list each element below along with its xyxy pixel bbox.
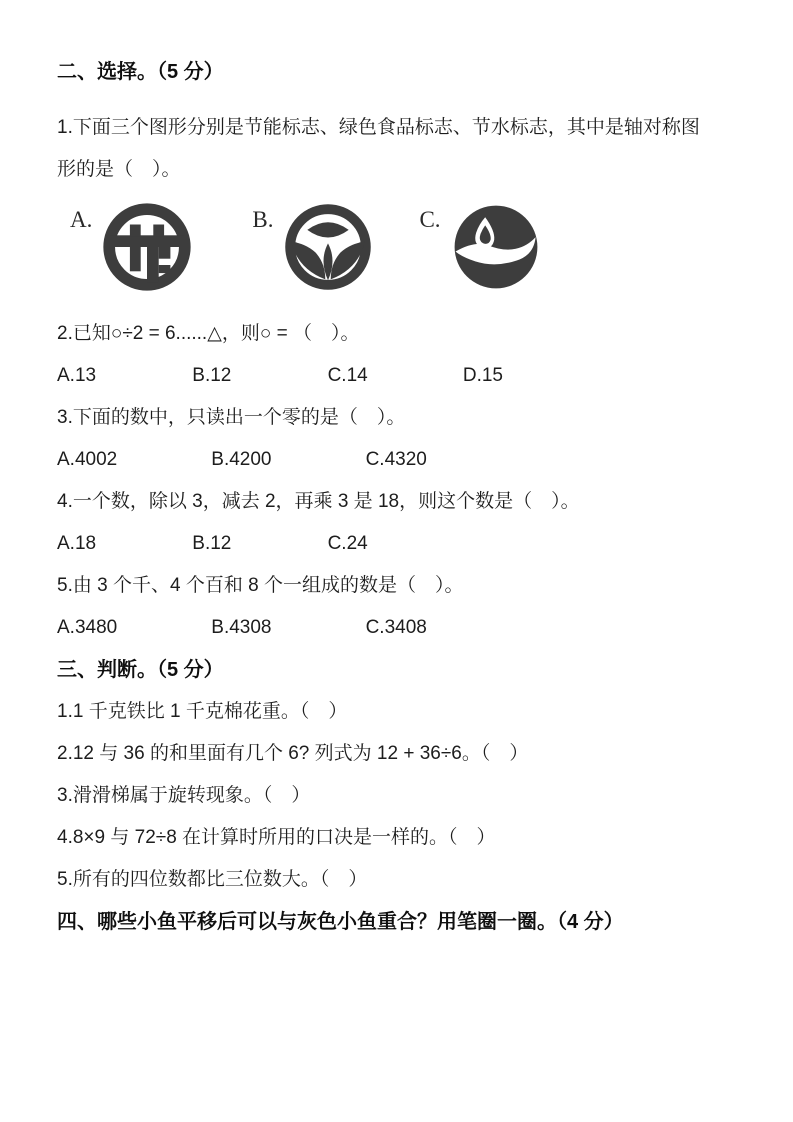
question-2: 2.已知○÷2 = 6......△，则○ = （ ）。 [57,323,360,344]
logo-option-a [70,200,192,294]
question-3: 3.下面的数中，只读出一个零的是（ ）。 [57,407,406,428]
option-d: D.15 [462,365,503,386]
water-saving-logo-icon [451,200,541,294]
logo-option-c [419,200,540,294]
logo-label-a: A. [70,207,93,232]
question-2-options [57,355,743,397]
option-c: C.4320 [365,449,427,470]
question-1-line2: 形的是（ ）。 [57,159,181,180]
option-b: B.4200 [211,449,272,470]
judge-item-2: 2.12 与 36 的和里面有几个 6? 列式为 12 + 36÷6。（ ） [57,743,529,764]
question-5: 5.由 3 个千、4 个百和 8 个一组成的数是（ ）。 [57,575,464,596]
option-c: C.24 [327,533,368,554]
judge-item-1: 1.1 千克铁比 1 千克棉花重。（ ） [57,701,348,722]
energy-saving-logo-icon [102,200,192,294]
option-a: A.3480 [57,617,118,638]
judge-item-5: 5.所有的四位数都比三位数大。（ ） [57,869,368,890]
question-1-line1: 1.下面三个图形分别是节能标志、绿色食品标志、节水标志，其中是轴对称图 [57,117,700,138]
option-b: B.12 [192,365,232,386]
green-food-logo-icon [283,200,373,294]
question-5-options [57,607,743,649]
option-a: A.4002 [57,449,118,470]
logo-label-c: C. [419,207,441,232]
question-4-options [57,523,743,565]
question-4: 4.一个数，除以 3，减去 2，再乘 3 是 18，则这个数是（ ）。 [57,491,580,512]
option-a: A.13 [57,365,97,386]
judge-item-3: 3.滑滑梯属于旋转现象。（ ） [57,785,311,806]
judge-item-4: 4.8×9 与 72÷8 在计算时所用的口决是一样的。（ ） [57,827,496,848]
section-move-heading: 四、哪些小鱼平移后可以与灰色小鱼重合？用笔圈一圈。（4 分） [57,911,624,933]
logo-label-b: B. [252,207,274,232]
logo-option-b [252,200,373,294]
option-a: A.18 [57,533,97,554]
logo-options-row [57,200,743,298]
questions-stack [57,313,743,943]
question-1 [57,107,743,191]
option-c: C.14 [327,365,368,386]
option-b: B.4308 [211,617,272,638]
option-b: B.12 [192,533,232,554]
section-judge-heading: 三、判断。（5 分） [57,659,224,681]
section-choice-heading: 二、选择。（5 分） [57,61,224,83]
question-3-options [57,439,743,481]
option-c: C.3408 [365,617,427,638]
